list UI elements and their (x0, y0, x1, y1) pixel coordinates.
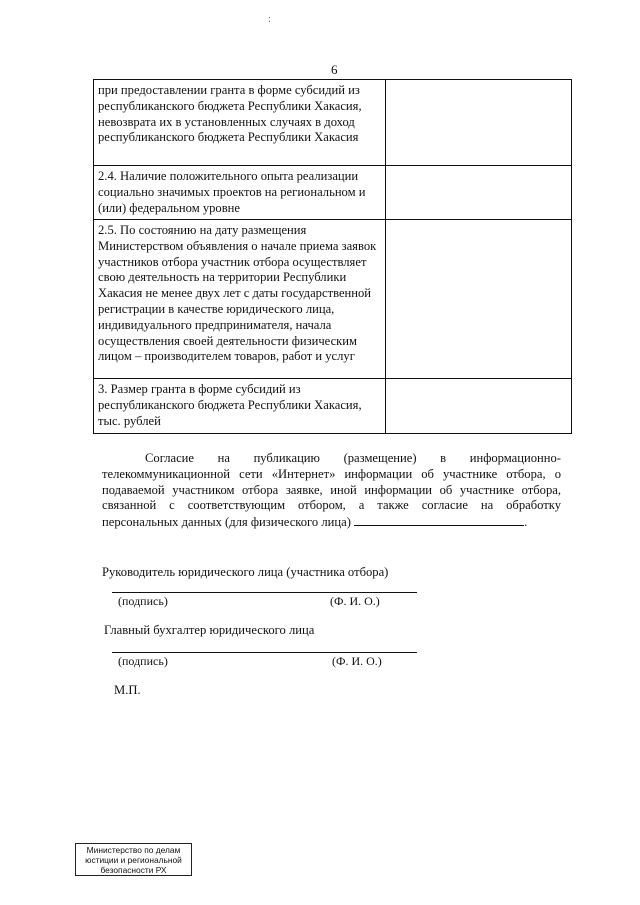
consent-text: Согласие на публикацию (размещение) в информационно-телекоммуникационной сети «Интернет» информации об участнике отбора, о подаваемой участником отбора заявке, иной информации об участнике отбора, связанной с соответствующим отбором, а также согласие на обработку персональных данных (для физического лица) (102, 451, 561, 530)
stamp-line: безопасности РХ (100, 865, 167, 875)
ministry-stamp (75, 843, 192, 876)
criteria-table (93, 79, 572, 434)
criterion-value (386, 220, 572, 379)
accountant-signature-caption: (подпись) (118, 654, 168, 668)
table-row (94, 379, 572, 434)
criterion-value (386, 80, 572, 166)
criterion-text: 3. Размер гранта в форме субсидий из республиканского бюджета Республики Хакасия, тыс. рублей (94, 379, 386, 434)
head-signature-line (112, 592, 417, 593)
criterion-text: 2.5. По состоянию на дату размещения Министерством объявления о начале приема заявок участников отбора участник отбора осуществляет свою деятельность на территории Республики Хакасия не менее двух лет с даты государственной регистрации в качестве юридического лица, индивидуального предпринимателя, начала осуществления своей деятельности физическим лицом – производителем товаров, работ и услуг (94, 220, 386, 379)
table-row (94, 166, 572, 220)
consent-end: . (524, 515, 528, 530)
accountant-name-caption: (Ф. И. О.) (332, 654, 382, 668)
scan-mark: : (268, 14, 271, 25)
table-row (94, 80, 572, 166)
criterion-value (386, 166, 572, 220)
accountant-label: Главный бухгалтер юридического лица (104, 623, 315, 637)
accountant-signature-line (112, 652, 417, 653)
criterion-value (386, 379, 572, 434)
criterion-text: при предоставлении гранта в форме субсидий из республиканского бюджета Республики Хакасия, невозврата их в установленных случаях в доход республиканского бюджета Республики Хакасия (94, 80, 386, 166)
stamp-line: Министерство по делам (86, 845, 181, 855)
table-row (94, 220, 572, 379)
seal-label: М.П. (114, 683, 141, 697)
consent-paragraph (102, 451, 561, 531)
criterion-text: 2.4. Наличие положительного опыта реализации социально значимых проектов на региональном и (или) федеральном уровне (94, 166, 386, 220)
head-label: Руководитель юридического лица (участника отбора) (102, 565, 389, 579)
consent-fill-line (354, 514, 524, 526)
head-name-caption: (Ф. И. О.) (330, 594, 380, 608)
page-number: 6 (331, 62, 338, 77)
head-signature-caption: (подпись) (118, 594, 168, 608)
stamp-line: юстиции и региональной (85, 855, 182, 865)
